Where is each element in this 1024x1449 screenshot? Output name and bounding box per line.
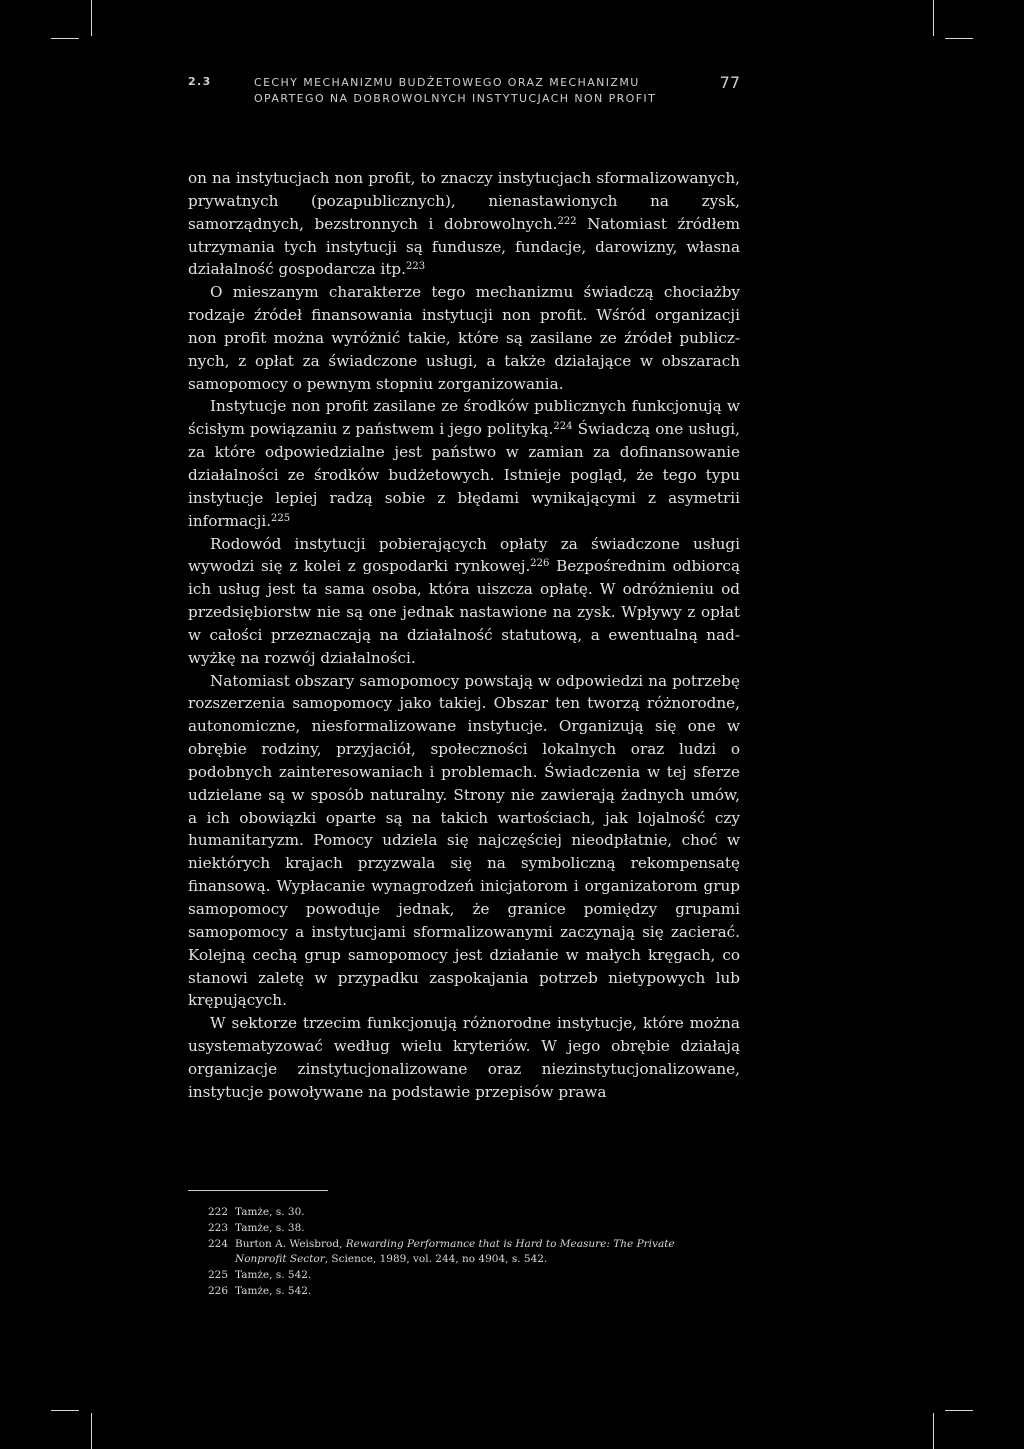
footnote-number: 224 [208,1237,229,1250]
crop-mark-top-left [91,0,92,36]
footnote [208,1268,728,1284]
footnote-author: Burton A. Weisbrod, [235,1237,346,1250]
paragraph [188,533,740,670]
footnote-number: 222 [208,1206,229,1218]
footnote [208,1205,728,1221]
paragraph-text: W sektorze trzecim funkcjonują różnorodne instytucje, które można usystematyzować według wielu kryteriów. W jego obrębie działają organizacje zinstytucjonalizowane oraz niezinstytucjonalizowane, instytucje powoływane na podstawie przepisów prawa [188,1014,740,1101]
paragraph [188,1012,740,1103]
footnote [208,1237,728,1269]
crop-mark-bottom-left [91,1413,92,1449]
footnote-text: Tamże, s. 542. [235,1269,312,1282]
footnote-ref: 225 [271,512,291,524]
footnote [208,1284,728,1300]
crop-mark-top-right [933,0,934,36]
footnote [208,1221,728,1237]
crop-mark-bottom-left-h [51,1410,79,1411]
paragraph-text: O mieszanym charakterze tego mechanizmu świadczą chociażby rodzaje źródeł finansowania instytucji non profit. Wśród organizacji non profit można wyróżnić takie, które są zasilane ze źródeł publicznych, z opłat za świadczone usługi, a także działające w obszarach samopomocy o pewnym stopniu zorganizowania. [188,283,740,393]
footnote-work-title: Rewarding Performance that is Hard to Measure: The Private Nonprofit Sector [235,1237,675,1266]
crop-mark-top-left-h [51,38,79,39]
crop-mark-bottom-right [933,1413,934,1449]
footnote-source: , Science, 1989, vol. 244, no 4904, s. 542. [324,1253,548,1266]
paragraph [188,670,740,1013]
footnote-text: Tamże, s. 542. [235,1284,312,1297]
footnote-text [235,1237,728,1269]
footnote-number: 226 [208,1284,229,1297]
footnote-text: Tamże, s. 38. [235,1221,305,1234]
footnote-number: 225 [208,1269,229,1282]
crop-mark-top-right-h [945,38,973,39]
paragraph [188,281,740,395]
paragraph-text: on na instytucjach non profit, to znaczy instytucjach sformalizowanych, prywatnych (pozapublicznych), nienastawionych na zysk, samorządnych, bezstronnych i dobrowolnych. [188,169,740,233]
paragraph-text: Natomiast źródłem utrzymania tych instytucji są fundusze, fundacje, darowizny, własna działalność gospodarcza itp. [188,214,740,279]
footnote-text: Tamże, s. 30. [235,1206,305,1218]
footnote-ref: 224 [553,421,573,433]
footnote-ref: 222 [557,215,577,227]
paragraph-text: Rodowód instytucji pobierających opłaty za świadczone usługi wywodzi się z kolei z gospodarki rynkowej. [188,534,740,576]
footnote-ref: 223 [406,261,426,273]
footnote-separator [188,1190,328,1191]
paragraph-text: Bezpośrednim odbiorcą ich usług jest ta sama osoba, która uiszcza opłatę. W odróżnieniu od przedsiębiorstw nie są one jednak nastawione na zysk. Wpływy z opłat w całości przeznaczają na działalność statutową, a ewentualną nadwyżkę na rozwój działalności. [188,557,740,667]
paragraph [188,395,740,532]
section-number: 2.3 [188,75,212,88]
paragraph [188,167,740,281]
page-number: 77 [719,73,740,92]
crop-mark-bottom-right-h [945,1410,973,1411]
paragraph-text: Świadczą one usługi, za które odpowiedzialne jest państwo w zamian za dofinansowanie działalności ze środków budżetowych. Istnieje pogląd, że tego typu instytucje lepiej radzą sobie z błędami wynikającymi z asymetrii informacji. [188,420,740,530]
section-title-line-2: OPARTEGO NA DOBROWOLNYCH INSTYTUCJACH NON PROFIT [254,92,657,105]
body-text [188,167,740,1104]
footnotes [208,1205,728,1300]
paragraph-text: Natomiast obszary samopomocy powstają w odpowiedzi na potrzebę rozszerzenia samopomocy jako takiej. Obszar ten tworzą różnorodne, autonomiczne, niesformalizowane instytucje. Organizują się one w obrębie rodziny, przyjaciół, społeczności lokalnych oraz ludzi o podobnych zainteresowaniach i problemach. Świadczenia w tej sferze udzielane są w sposób naturalny. Strony nie zawierają żadnych umów, a ich obowiązki oparte są na takich wartościach, jak lojalność czy humanitaryzm. Pomocy udziela się najczęściej nieodpłatnie, choć w niektórych krajach przyzwala się na symboliczną rekompensatę finansową. Wypłacanie wynagrodzeń inicjatorom i organizatorom grup samopomocy powoduje jednak, że granice pomiędzy grupami samopomocy a instytucjami sformalizowanymi zaczynają się zacierać. Kolejną cechą grup samopomocy jest działanie w małych kręgach, co stanowi zaletę w przypadku zaspokajania potrzeb nietypowych lub krępujących. [188,671,740,1010]
section-title-line-1: CECHY MECHANIZMU BUDŻETOWEGO ORAZ MECHANIZMU [254,76,640,89]
paragraph-text: Instytucje non profit zasilane ze środków publicznych funkcjonują w ścisłym powiązaniu z państwem i jego polityką. [188,397,740,439]
footnote-ref: 226 [530,558,550,570]
footnote-number: 223 [208,1221,229,1234]
section-title [254,75,656,107]
